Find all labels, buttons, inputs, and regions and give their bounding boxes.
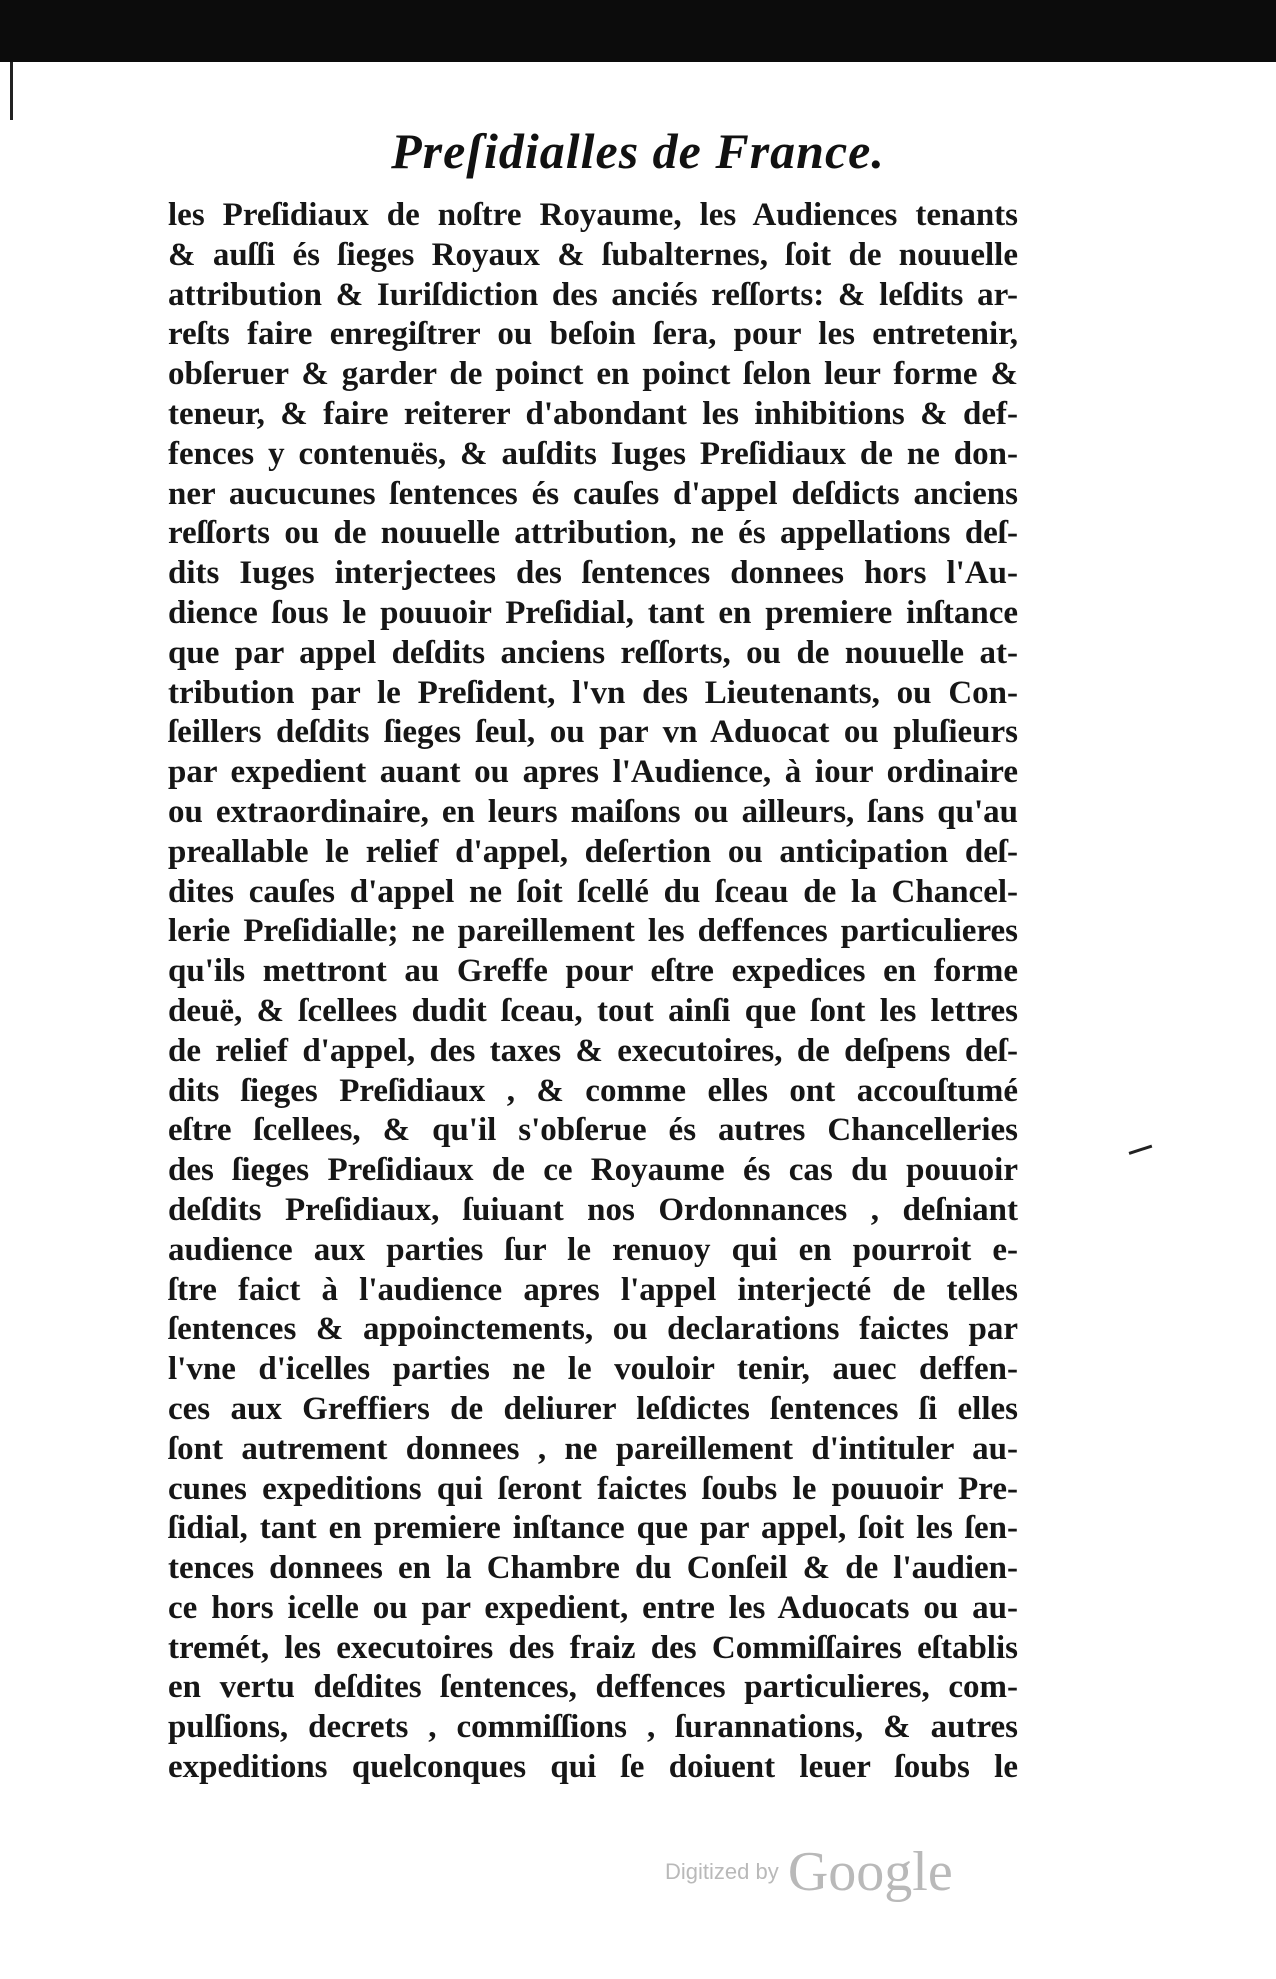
text-line: ſtre faict à l'audience apres l'appel interjecté de telles [168, 1271, 1018, 1308]
scan-top-border [0, 0, 1276, 62]
text-line: & auſſi és ſieges Royaux & ſubalternes, ſoit de nouuelle [168, 236, 1018, 273]
text-line: eſtre ſcellees, & qu'il s'obſerue és autres Chancelleries [168, 1112, 1018, 1149]
text-line: fences y contenuës, & auſdits Iuges Preſidiaux de ne don- [168, 435, 1018, 472]
running-header: Preſidialles de France. [391, 123, 885, 179]
text-line: ſeillers deſdits ſieges ſeul, ou par vn Aduocat ou pluſieurs [168, 714, 1018, 751]
margin-ink-mark [1129, 1145, 1156, 1165]
scan-left-edge-mark [10, 62, 13, 120]
body-text [168, 196, 1018, 1788]
text-line: de relief d'appel, des taxes & executoires, de deſpens deſ- [168, 1032, 1018, 1069]
text-line: l'vne d'icelles parties ne le vouloir tenir, auec deffen- [168, 1351, 1018, 1388]
text-line: en vertu deſdites ſentences, deffences particulieres, com- [168, 1669, 1018, 1706]
text-line: dits Iuges interjectees des ſentences donnees hors l'Au- [168, 555, 1018, 592]
text-line: ou extraordinaire, en leurs maiſons ou ailleurs, ſans qu'au [168, 793, 1018, 830]
text-line: qu'ils mettront au Greffe pour eſtre expedices en forme [168, 953, 1018, 990]
text-line: audience aux parties ſur le renuoy qui en pourroit e- [168, 1231, 1018, 1268]
text-line: des ſieges Preſidiaux de ce Royaume és cas du pouuoir [168, 1152, 1018, 1189]
text-line: ſont autrement donnees , ne pareillement d'intituler au- [168, 1430, 1018, 1467]
text-line: preallable le relief d'appel, deſertion ou anticipation deſ- [168, 833, 1018, 870]
text-line: ner aucucunes ſentences és cauſes d'appel deſdicts anciens [168, 475, 1018, 512]
text-line: dits ſieges Preſidiaux , & comme elles ont accouſtumé [168, 1072, 1018, 1109]
text-line: expeditions quelconques qui ſe doiuent leuer ſoubs le [168, 1749, 1018, 1786]
text-line: teneur, & faire reiterer d'abondant les inhibitions & def- [168, 395, 1018, 432]
text-line: tremét, les executoires des fraiz des Commiſſaires eſtablis [168, 1629, 1018, 1666]
text-line: dites cauſes d'appel ne ſoit ſcellé du ſceau de la Chancel- [168, 873, 1018, 910]
text-line: par expedient auant ou apres l'Audience, à iour ordinaire [168, 754, 1018, 791]
text-line: deuë, & ſcellees dudit ſceau, tout ainſi que ſont les lettres [168, 992, 1018, 1029]
text-line: ce hors icelle ou par expedient, entre les Aduocats ou au- [168, 1589, 1018, 1626]
text-line: pulſions, decrets , commiſſions , ſurannations, & autres [168, 1709, 1018, 1746]
text-line: tribution par le Preſident, l'vn des Lieutenants, ou Con- [168, 674, 1018, 711]
digitization-watermark [665, 1840, 995, 1910]
watermark-prefix: Digitized by [665, 1859, 779, 1884]
text-line: dience ſous le pouuoir Preſidial, tant en premiere inſtance [168, 594, 1018, 631]
text-line: ſidial, tant en premiere inſtance que par appel, ſoit les ſen- [168, 1510, 1018, 1547]
text-line: lerie Preſidialle; ne pareillement les deffences particulieres [168, 913, 1018, 950]
text-line: ſentences & appoinctements, ou declarations faictes par [168, 1311, 1018, 1348]
text-line: cunes expeditions qui ſeront faictes ſoubs le pouuoir Pre- [168, 1470, 1018, 1507]
text-line: reſts faire enregiſtrer ou beſoin ſera, pour les entretenir, [168, 316, 1018, 353]
text-line: obſeruer & garder de poinct en poinct ſelon leur forme & [168, 356, 1018, 393]
text-line: deſdits Preſidiaux, ſuiuant nos Ordonnances , deſniant [168, 1191, 1018, 1228]
text-line: reſſorts ou de nouuelle attribution, ne és appellations deſ- [168, 515, 1018, 552]
text-line: les Preſidiaux de noſtre Royaume, les Audiences tenants [168, 197, 1018, 233]
text-line: que par appel deſdits anciens reſſorts, ou de nouuelle at- [168, 634, 1018, 671]
text-line: tences donnees en la Chambre du Conſeil & de l'audien- [168, 1550, 1018, 1587]
text-line: attribution & Iuriſdiction des anciés reſſorts: & leſdits ar- [168, 276, 1018, 313]
google-logo: Google [787, 1841, 953, 1903]
text-line: ces aux Greffiers de deliurer leſdictes ſentences ſi elles [168, 1390, 1018, 1427]
